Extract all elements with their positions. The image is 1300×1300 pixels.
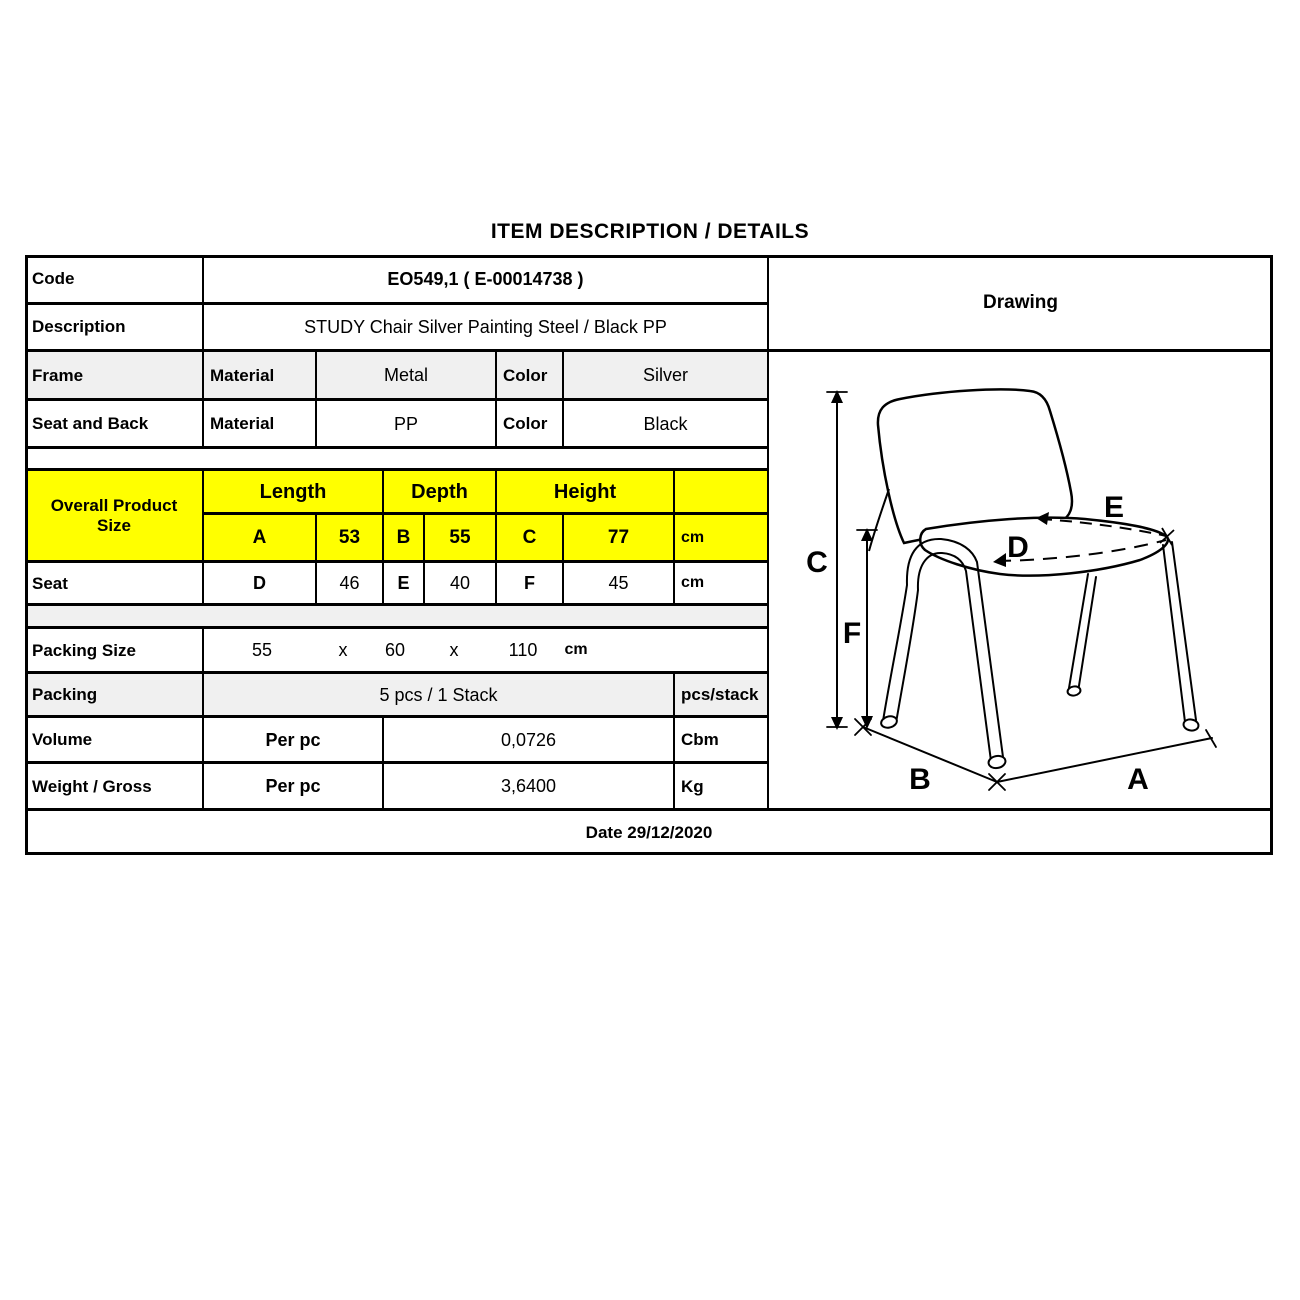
dim-line-a [997,738,1212,782]
size-header-depth: Depth [411,480,468,503]
packing-size-v3: 110 [508,640,538,661]
packing-unit: pcs/stack [681,685,759,705]
description-label: Description [32,317,126,337]
seat-unit: cm [681,574,705,592]
weight-value: 3,6400 [500,776,557,797]
size-header-length: Length [259,480,327,503]
date-value: Date 29/12/2020 [585,822,713,842]
dim-label-a: A [1127,763,1149,796]
volume-per: Per pc [265,729,321,750]
packing-size-value [203,628,768,673]
weight-label: Weight / Gross [32,776,152,796]
dim-label-d: D [1007,531,1029,564]
spacer-row-bg [25,605,768,628]
packing-size-x1: x [338,640,348,661]
seatback-material-value: PP [393,413,418,434]
overall-c-key: C [522,527,537,549]
overall-a-key: A [252,527,267,549]
frame-color-value: Silver [642,365,688,386]
page-title: ITEM DESCRIPTION / DETAILS [490,220,810,243]
weight-per: Per pc [265,776,321,797]
overall-a-value: 53 [338,527,361,549]
dim-label-b: B [909,763,931,796]
size-header-height: Height [553,480,617,503]
dim-label-f: F [842,617,862,650]
packing-size-unit: cm [564,641,588,659]
overall-size-label: Overall Product Size [50,496,178,535]
packing-size-v2: 60 [384,640,406,661]
volume-label: Volume [32,730,93,750]
seat-f-value: 45 [608,573,629,594]
code-value: EO549,1 ( E-00014738 ) [387,268,584,289]
overall-b-key: B [396,527,411,549]
packing-size-v1: 55 [251,640,273,661]
seatback-material-label: Material [210,414,275,434]
weight-unit: Kg [681,776,704,796]
spec-table [25,255,1273,855]
description-value: STUDY Chair Silver Painting Steel / Black PP [304,316,667,337]
frame-color-label: Color [503,365,548,385]
seat-e-key: E [397,573,410,594]
packing-size-label: Packing Size [32,640,136,660]
seatback-color-value: Black [643,413,688,434]
packing-label: Packing [32,685,98,705]
dim-label-e: E [1103,491,1125,524]
chair-seat [920,518,1168,576]
seatback-label: Seat and Back [32,414,149,434]
seat-d-value: 46 [339,573,360,594]
chair-drawing [768,351,1273,810]
frame-material-value: Metal [383,365,428,386]
seat-e-value: 40 [449,573,471,594]
seat-label: Seat [32,573,68,593]
packing-size-x2: x [449,640,459,661]
chair-backrest-edge [869,489,889,551]
drawing-title: Drawing [983,292,1058,314]
code-label: Code [32,269,75,289]
overall-b-value: 55 [449,527,471,549]
dim-label-c: C [806,546,828,579]
overall-unit: cm [681,528,705,546]
overall-c-value: 77 [607,527,630,549]
packing-value: 5 pcs / 1 Stack [379,684,498,705]
seat-f-key: F [524,573,535,594]
seatback-color-label: Color [503,414,548,434]
seat-d-key: D [253,573,266,594]
frame-label: Frame [32,365,84,385]
frame-material-label: Material [210,365,275,385]
volume-value: 0,0726 [500,729,557,750]
volume-unit: Cbm [681,730,719,750]
